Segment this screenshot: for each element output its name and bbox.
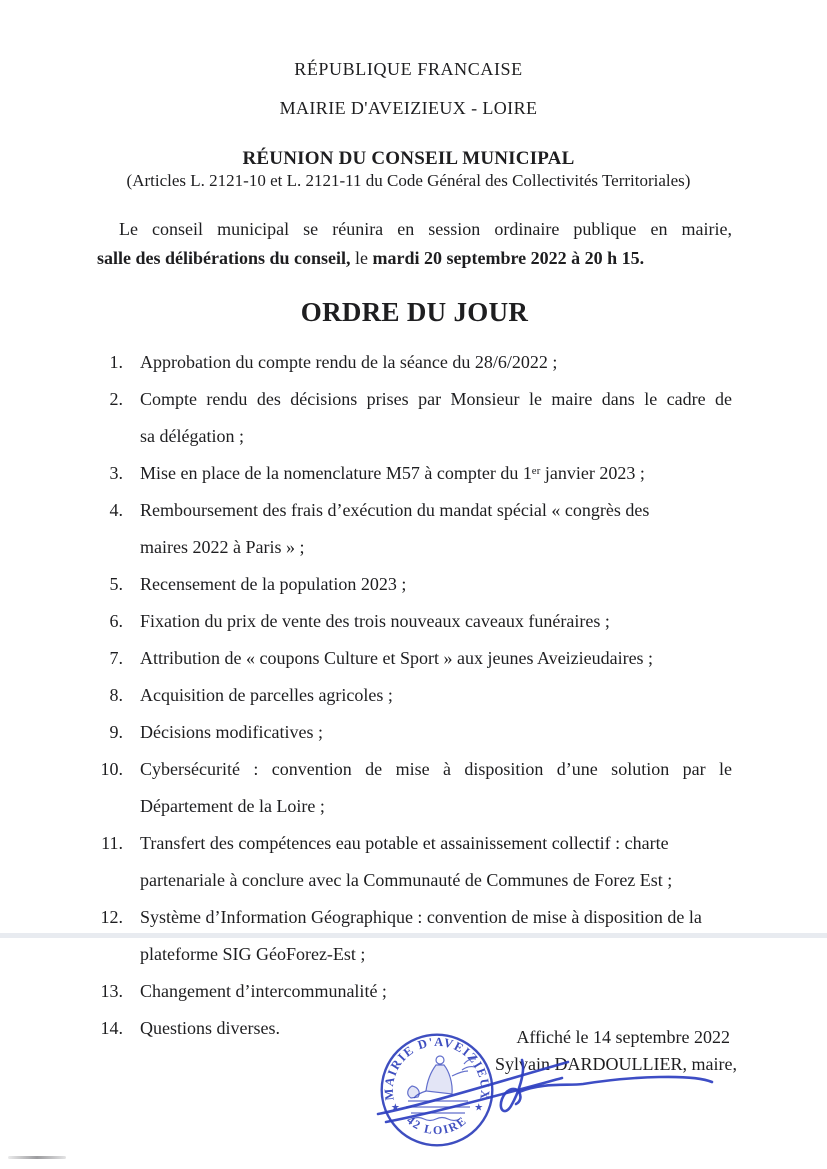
agenda-item-line — [97, 455, 732, 492]
agenda-item-text: Attribution de « coupons Culture et Sport » aux jeunes Aveizieudaires ; — [140, 648, 654, 668]
agenda-item-number: 2. — [109, 389, 123, 409]
agenda-item-line — [97, 677, 732, 714]
stamp-star-right-icon: ★ — [474, 1102, 484, 1114]
intro-segment: le — [350, 248, 373, 268]
agenda-item-number: 3. — [109, 463, 123, 483]
agenda-item-text: sa délégation ; — [140, 426, 244, 446]
agenda-item-text: Recensement de la population 2023 ; — [140, 574, 407, 594]
agenda-item-line — [97, 344, 732, 381]
agenda-item-text: Décisions modificatives ; — [140, 722, 323, 742]
agenda-item-line — [97, 825, 732, 862]
agenda-item-line — [97, 492, 732, 529]
agenda-item-line — [97, 529, 732, 566]
intro-bold-segment: mardi 20 septembre 2022 à 20 h 15. — [372, 248, 645, 268]
agenda-item-number: 6. — [109, 611, 123, 631]
agenda-item-number: 11. — [101, 833, 123, 853]
agenda-item-line — [97, 751, 732, 788]
agenda-item-line — [97, 381, 732, 418]
agenda-item-number — [97, 788, 123, 825]
agenda-item-line — [97, 603, 732, 640]
agenda-item-text: Approbation du compte rendu de la séance du 28/6/2022 ; — [140, 352, 558, 372]
agenda-item-line — [97, 788, 732, 825]
agenda-title: ORDRE DU JOUR — [300, 297, 529, 327]
intro-paragraph — [97, 215, 732, 273]
agenda-item-line — [97, 936, 732, 973]
mairie-heading: MAIRIE D'AVEIZIEUX - LOIRE — [279, 98, 538, 118]
agenda-item-number: 9. — [109, 722, 123, 742]
agenda-item-line — [97, 973, 732, 1010]
maire-signature — [368, 1042, 728, 1132]
agenda-item-text: Acquisition de parcelles agricoles ; — [140, 685, 393, 705]
meeting-subtitle: (Articles L. 2121-10 et L. 2121-11 du Code Général des Collectivités Territoriales) — [126, 171, 691, 190]
agenda-item-number: 5. — [109, 574, 123, 594]
scan-artifact-smudge — [8, 1156, 66, 1159]
agenda-item-text: plateforme SIG GéoForez-Est ; — [140, 944, 366, 964]
posted-date-line: Affiché le 14 septembre 2022 — [516, 1027, 730, 1047]
agenda-item-number — [97, 418, 123, 455]
agenda-item-line — [97, 566, 732, 603]
agenda-item-number — [97, 529, 123, 566]
agenda-item-line — [97, 714, 732, 751]
agenda-item-line — [97, 640, 732, 677]
agenda-item-text: Compte rendu des décisions prises par Monsieur le maire dans le cadre de — [140, 389, 732, 409]
agenda-item-line — [97, 418, 732, 455]
intro-bold-segment: salle des délibérations du conseil, — [97, 248, 351, 268]
agenda-item-text: Remboursement des frais d’exécution du mandat spécial « congrès des — [140, 500, 650, 520]
agenda-list — [97, 344, 732, 1047]
agenda-item-number: 4. — [109, 500, 123, 520]
agenda-item-number — [97, 862, 123, 899]
agenda-item-text: Transfert des compétences eau potable et assainissement collectif : charte — [140, 833, 669, 853]
svg-text:42 LOIRE: 42 LOIRE — [404, 1112, 470, 1138]
republique-heading: RÉPUBLIQUE FRANCAISE — [294, 59, 523, 79]
agenda-item-text: Cybersécurité : convention de mise à disposition d’une solution par le — [140, 759, 732, 779]
intro-line2 — [97, 244, 732, 273]
agenda-item-number: 14. — [100, 1018, 123, 1038]
agenda-item-text: Questions diverses. — [140, 1018, 280, 1038]
agenda-item-text: Changement d’intercommunalité ; — [140, 981, 387, 1001]
agenda-item-text: maires 2022 à Paris » ; — [140, 537, 305, 557]
agenda-item-line — [97, 862, 732, 899]
meeting-title: RÉUNION DU CONSEIL MUNICIPAL — [242, 148, 575, 169]
intro-line1: Le conseil municipal se réunira en session ordinaire publique en mairie, — [119, 219, 732, 239]
agenda-item-text: Département de la Loire ; — [140, 796, 325, 816]
agenda-item-text: partenariale à conclure avec la Communauté de Communes de Forez Est ; — [140, 870, 673, 890]
agenda-item-number — [97, 936, 123, 973]
agenda-item-number: 7. — [109, 648, 123, 668]
agenda-item-text: Mise en place de la nomenclature M57 à compter du 1ᵉʳ janvier 2023 ; — [140, 463, 645, 483]
stamp-star-left-icon: ★ — [390, 1102, 400, 1114]
agenda-item-number: 12. — [100, 907, 123, 927]
svg-text:MAIRIE D'AVEIZIEUX: MAIRIE D'AVEIZIEUX — [381, 1034, 493, 1102]
agenda-item-number: 1. — [109, 352, 123, 372]
agenda-item-number: 13. — [100, 981, 123, 1001]
agenda-item-text: Fixation du prix de vente des trois nouveaux caveaux funéraires ; — [140, 611, 610, 631]
signer-name-line: Sylvain DARDOULLIER, maire, — [495, 1054, 737, 1074]
agenda-item-line — [97, 899, 732, 936]
agenda-item-text: Système d’Information Géographique : convention de mise à disposition de la — [140, 907, 702, 927]
agenda-item-number: 10. — [100, 759, 123, 779]
agenda-item-number: 8. — [109, 685, 123, 705]
